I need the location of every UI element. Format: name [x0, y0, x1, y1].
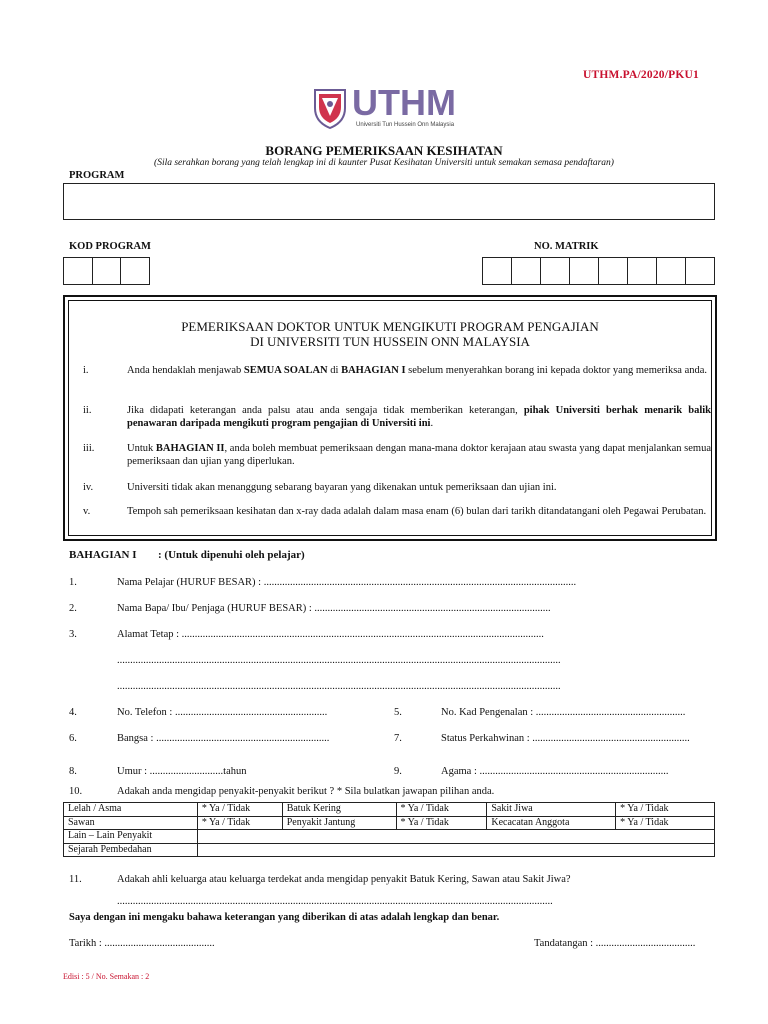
alamat-field[interactable]: Alamat Tetap : ..........................................................................................................................................: [117, 629, 544, 640]
notice-item-text: Universiti tidak akan menanggung sebarang bayaran yang dikenakan untuk pemeriksaan dan ujian ini.: [127, 482, 557, 493]
notice-item-number: ii.: [83, 405, 92, 416]
kod-program-boxes[interactable]: [63, 257, 150, 285]
answer-cell[interactable]: * Ya / Tidak: [616, 816, 715, 830]
section-heading-note: : (Untuk dipenuhi oleh pelajar): [158, 549, 305, 561]
table-cell: Lain – Lain Penyakit: [64, 830, 198, 844]
question-number: 4.: [69, 707, 77, 718]
kod-program-box[interactable]: [121, 258, 149, 284]
notice-item-text: Untuk BAHAGIAN II, anda boleh membuat pemeriksaan dengan mana-mana doktor kerajaan atau swasta yang dapat menjalankan semua pemeriksaan dan ujian yang diperlukan.: [127, 443, 712, 467]
question-text: Adakah ahli keluarga atau keluarga terdekat anda mengidap penyakit Batuk Kering, Sawan atau Sakit Jiwa?: [117, 874, 571, 885]
program-field[interactable]: [63, 183, 715, 220]
declaration-text: Saya dengan ini mengaku bahawa keterangan yang diberikan di atas adalah lengkap dan benar.: [69, 912, 500, 923]
nama-penjaga-field[interactable]: Nama Bapa/ Ibu/ Penjaga (HURUF BESAR) : ..........................................................................................: [117, 603, 551, 614]
table-cell: Kecacatan Anggota: [487, 816, 616, 830]
agama-field[interactable]: Agama : ........................................................................: [441, 766, 669, 777]
question-number: 9.: [394, 766, 402, 777]
question-number: 5.: [394, 707, 402, 718]
form-title: BORANG PEMERIKSAAN KESIHATAN: [265, 143, 503, 158]
notice-item-text: Tempoh sah pemeriksaan kesihatan dan x-ray dada adalah dalam masa enam (6) bulan dari tarikh ditandatangani oleh Pegawai Perubatan.: [127, 506, 707, 517]
tarikh-field[interactable]: Tarikh : ..........................................: [69, 938, 215, 949]
status-perkahwinan-field[interactable]: Status Perkahwinan : ............................................................: [441, 733, 690, 744]
question-text: Adakah anda mengidap penyakit-penyakit berikut ? * Sila bulatkan jawapan pilihan anda.: [117, 786, 495, 797]
table-cell: Batuk Kering: [282, 803, 396, 817]
question-number: 2.: [69, 603, 77, 614]
table-cell: Lelah / Asma: [64, 803, 198, 817]
question-number: 1.: [69, 577, 77, 588]
no-matrik-box[interactable]: [570, 258, 599, 284]
no-matrik-box[interactable]: [599, 258, 628, 284]
no-matrik-box[interactable]: [512, 258, 541, 284]
table-row: [64, 803, 715, 817]
disease-table: [63, 802, 715, 857]
crest-icon: [312, 86, 348, 130]
umur-field[interactable]: Umur : ............................tahun: [117, 766, 247, 777]
answer-cell[interactable]: * Ya / Tidak: [396, 803, 487, 817]
no-matrik-box[interactable]: [541, 258, 570, 284]
table-cell: Sawan: [64, 816, 198, 830]
notice-inner-border: [68, 300, 712, 536]
table-cell: Sejarah Pembedahan: [64, 843, 198, 857]
question-number: 10.: [69, 786, 83, 797]
notice-box: [63, 295, 717, 541]
nama-pelajar-field[interactable]: Nama Pelajar (HURUF BESAR) : .......................................................................................................................: [117, 577, 577, 588]
alamat-field-line[interactable]: .........................................................................................................................................................................: [117, 655, 561, 666]
answer-cell[interactable]: * Ya / Tidak: [197, 803, 282, 817]
family-history-field[interactable]: ......................................................................................................................................................................: [117, 896, 553, 907]
answer-cell[interactable]: [197, 830, 714, 844]
notice-item-text: Jika didapati keterangan anda palsu atau anda sengaja tidak memberikan keterangan, pihak Universiti berhak menarik balik penawaran daripada mengikuti program pengajian di Universiti ini.: [127, 405, 712, 429]
bangsa-field[interactable]: Bangsa : ..................................................................: [117, 733, 330, 744]
table-row: [64, 830, 715, 844]
edition-footer: Edisi : 5 / No. Semakan : 2: [63, 972, 150, 981]
question-number: 6.: [69, 733, 77, 744]
notice-title-line1: PEMERIKSAAN DOKTOR UNTUK MENGIKUTI PROGRAM PENGAJIAN: [181, 319, 599, 334]
form-subtitle: (Sila serahkan borang yang telah lengkap ini di kaunter Pusat Kesihatan Universiti untuk semakan semasa pendaftaran): [154, 158, 614, 168]
notice-title-line2: DI UNIVERSITI TUN HUSSEIN ONN MALAYSIA: [250, 334, 530, 349]
no-matrik-box[interactable]: [628, 258, 657, 284]
alamat-field-line[interactable]: .........................................................................................................................................................................: [117, 681, 561, 692]
kod-program-label: KOD PROGRAM: [69, 241, 151, 252]
logo-wordmark: UTHM: [352, 82, 456, 123]
answer-cell[interactable]: [197, 843, 714, 857]
uthm-logo: [312, 82, 484, 132]
kod-program-box[interactable]: [93, 258, 121, 284]
question-number: 3.: [69, 629, 77, 640]
table-cell: Penyakit Jantung: [282, 816, 396, 830]
no-matrik-boxes[interactable]: [482, 257, 715, 285]
no-matrik-box[interactable]: [657, 258, 686, 284]
question-number: 11.: [69, 874, 82, 885]
section-heading: BAHAGIAN I: [69, 549, 137, 561]
kod-program-box[interactable]: [64, 258, 93, 284]
notice-item-text: Anda hendaklah menjawab SEMUA SOALAN di BAHAGIAN I sebelum menyerahkan borang ini kepada doktor yang memeriksa anda.: [127, 365, 708, 376]
table-row: [64, 816, 715, 830]
notice-item-number: iii.: [83, 443, 95, 454]
tandatangan-field[interactable]: Tandatangan : ......................................: [534, 938, 696, 949]
no-matrik-label: NO. MATRIK: [534, 241, 599, 252]
document-reference: UTHM.PA/2020/PKU1: [583, 69, 699, 81]
table-row: [64, 843, 715, 857]
program-label: PROGRAM: [69, 170, 125, 181]
telefon-field[interactable]: No. Telefon : ..........................................................: [117, 707, 328, 718]
answer-cell[interactable]: * Ya / Tidak: [616, 803, 715, 817]
answer-cell[interactable]: * Ya / Tidak: [396, 816, 487, 830]
logo-subtext: Universiti Tun Hussein Onn Malaysia: [356, 122, 455, 128]
notice-item-number: i.: [83, 365, 89, 376]
question-number: 8.: [69, 766, 77, 777]
answer-cell[interactable]: * Ya / Tidak: [197, 816, 282, 830]
kad-pengenalan-field[interactable]: No. Kad Pengenalan : .........................................................: [441, 707, 686, 718]
table-cell: Sakit Jiwa: [487, 803, 616, 817]
no-matrik-box[interactable]: [686, 258, 714, 284]
notice-item-number: iv.: [83, 482, 94, 493]
no-matrik-box[interactable]: [483, 258, 512, 284]
notice-item-number: v.: [83, 506, 91, 517]
question-number: 7.: [394, 733, 402, 744]
